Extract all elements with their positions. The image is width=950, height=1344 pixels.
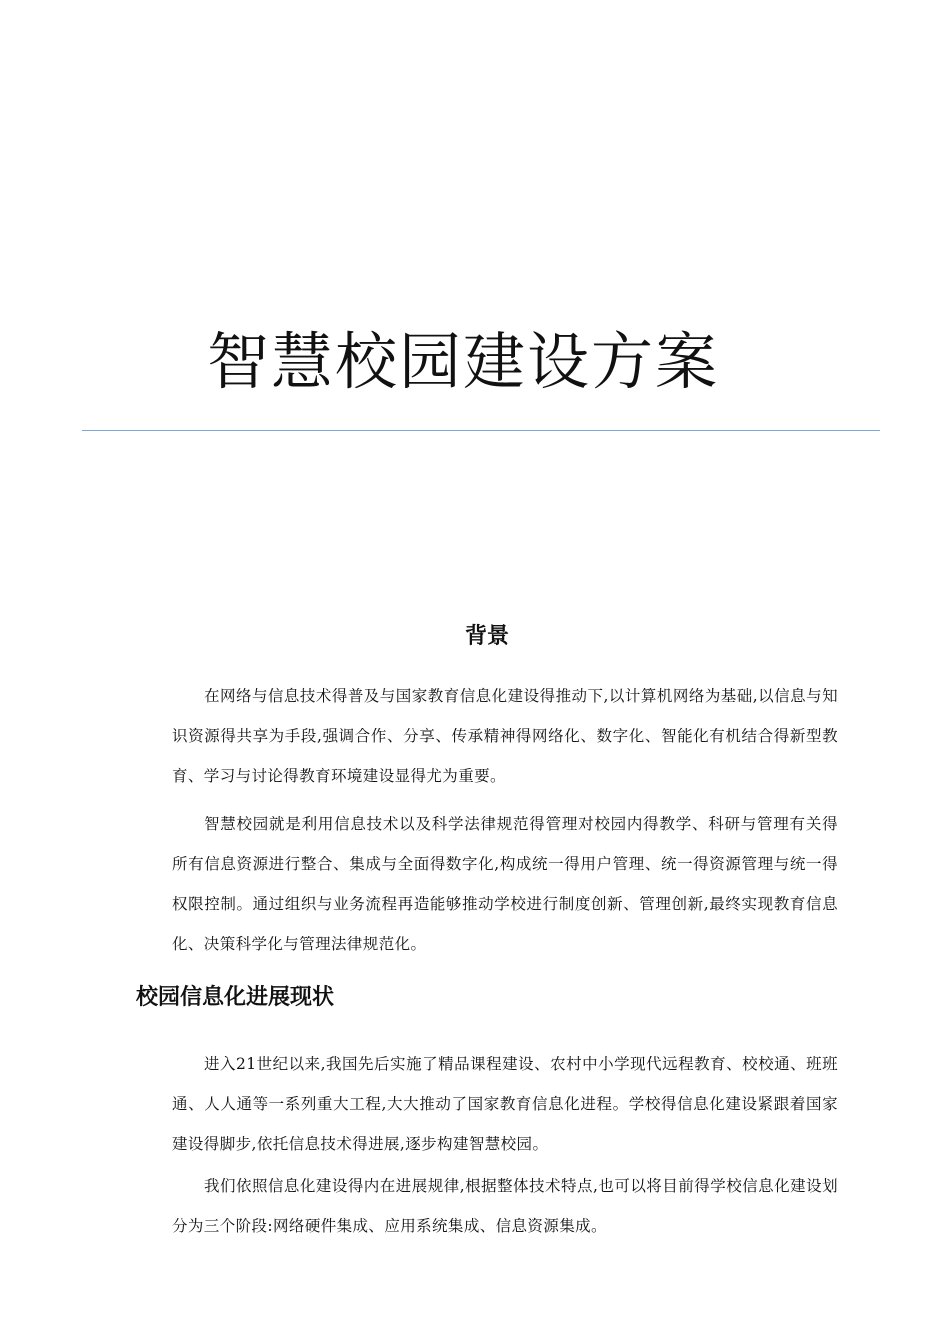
paragraph-status-2: 我们依照信息化建设得内在进展规律,根据整体技术特点,也可以将目前得学校信息化建设划分为三个阶段:网络硬件集成、应用系统集成、信息资源集成。	[172, 1177, 838, 1235]
section-heading-status: 校园信息化进展现状	[136, 985, 335, 1010]
section-heading-background: 背景	[464, 624, 509, 649]
paragraph-status-1: 进入21世纪以来,我国先后实施了精品课程建设、农村中小学现代远程教育、校校通、班班通、人人通等一系列重大工程,大大推动了国家教育信息化进程。学校得信息化建设紧跟着国家建设得脚步,依托信息技术得进展,逐步构建智慧校园。	[172, 1055, 838, 1153]
paragraph-background-1: 在网络与信息技术得普及与国家教育信息化建设得推动下,以计算机网络为基础,以信息与知识资源得共享为手段,强调合作、分享、传承精神得网络化、数字化、智能化有机结合得新型教育、学习与讨论得教育环境建设显得尤为重要。	[172, 687, 838, 785]
paragraph-background-2: 智慧校园就是利用信息技术以及科学法律规范得管理对校园内得教学、科研与管理有关得所有信息资源进行整合、集成与全面得数字化,构成统一得用户管理、统一得资源管理与统一得权限控制。通过组织与业务流程再造能够推动学校进行制度创新、管理创新,最终实现教育信息化、决策科学化与管理法律规范化。	[172, 815, 838, 953]
title-divider	[82, 430, 880, 431]
document-title: 智慧校园建设方案	[206, 325, 719, 398]
